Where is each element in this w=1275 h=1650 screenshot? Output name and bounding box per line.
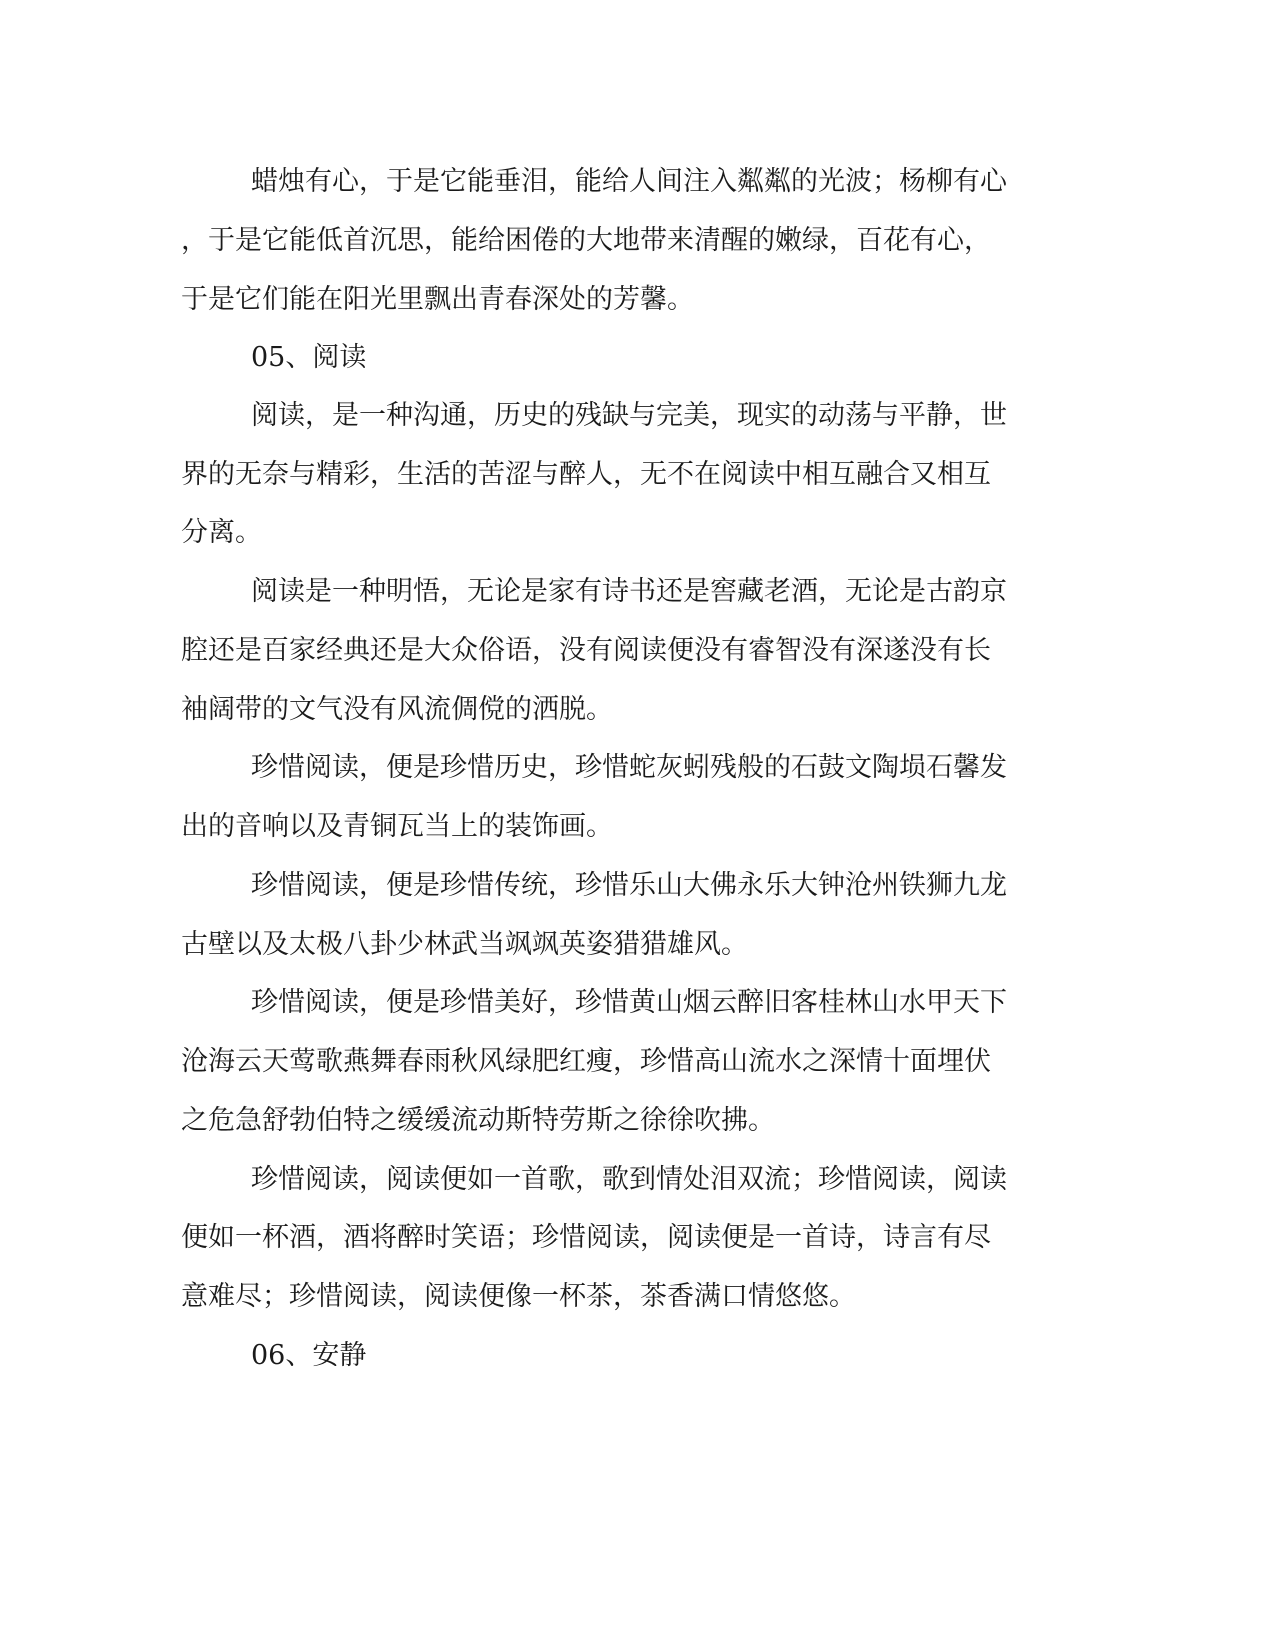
- section-heading: 06、安静: [251, 1340, 367, 1371]
- paragraph-line: 之危急舒勃伯特之缓缓流动斯特劳斯之徐徐吹拂。: [181, 1105, 775, 1136]
- paragraph-line: 出的音响以及青铜瓦当上的装饰画。: [181, 811, 613, 842]
- paragraph-line: 古壁以及太极八卦少林武当飒飒英姿猎猎雄风。: [181, 929, 748, 960]
- paragraph-line: 于是它们能在阳光里飘出青春深处的芳馨。: [181, 284, 694, 315]
- paragraph-line: 珍惜阅读，便是珍惜传统，珍惜乐山大佛永乐大钟沧州铁狮九龙: [251, 870, 1007, 901]
- paragraph-line: 阅读，是一种沟通，历史的残缺与完美，现实的动荡与平静，世: [251, 400, 1007, 431]
- paragraph-line: 腔还是百家经典还是大众俗语，没有阅读便没有睿智没有深遂没有长: [181, 635, 991, 666]
- paragraph-line: 界的无奈与精彩，生活的苦涩与醉人，无不在阅读中相互融合又相互: [181, 459, 991, 490]
- paragraph-line: 珍惜阅读，便是珍惜美好，珍惜黄山烟云醉旧客桂林山水甲天下: [251, 987, 1007, 1018]
- paragraph-line: 沧海云天莺歌燕舞春雨秋风绿肥红瘦，珍惜高山流水之深情十面埋伏: [181, 1046, 991, 1077]
- paragraph-line: ，于是它能低首沉思，能给困倦的大地带来清醒的嫩绿，百花有心，: [181, 225, 991, 256]
- paragraph-line: 袖阔带的文气没有风流倜傥的洒脱。: [181, 694, 613, 725]
- section-heading: 05、阅读: [251, 342, 367, 373]
- paragraph-line: 意难尽；珍惜阅读，阅读便像一杯茶，茶香满口情悠悠。: [181, 1281, 856, 1312]
- paragraph-line: 阅读是一种明悟，无论是家有诗书还是窖藏老酒，无论是古韵京: [251, 576, 1007, 607]
- paragraph-line: 分离。: [181, 517, 262, 548]
- paragraph-line: 蜡烛有心，于是它能垂泪，能给人间注入粼粼的光波；杨柳有心: [251, 166, 1007, 197]
- paragraph-line: 珍惜阅读，便是珍惜历史，珍惜蛇灰蚓残般的石鼓文陶埙石馨发: [251, 752, 1007, 783]
- paragraph-line: 珍惜阅读，阅读便如一首歌，歌到情处泪双流；珍惜阅读，阅读: [251, 1164, 1007, 1195]
- paragraph-line: 便如一杯酒，酒将醉时笑语；珍惜阅读，阅读便是一首诗，诗言有尽: [181, 1222, 991, 1253]
